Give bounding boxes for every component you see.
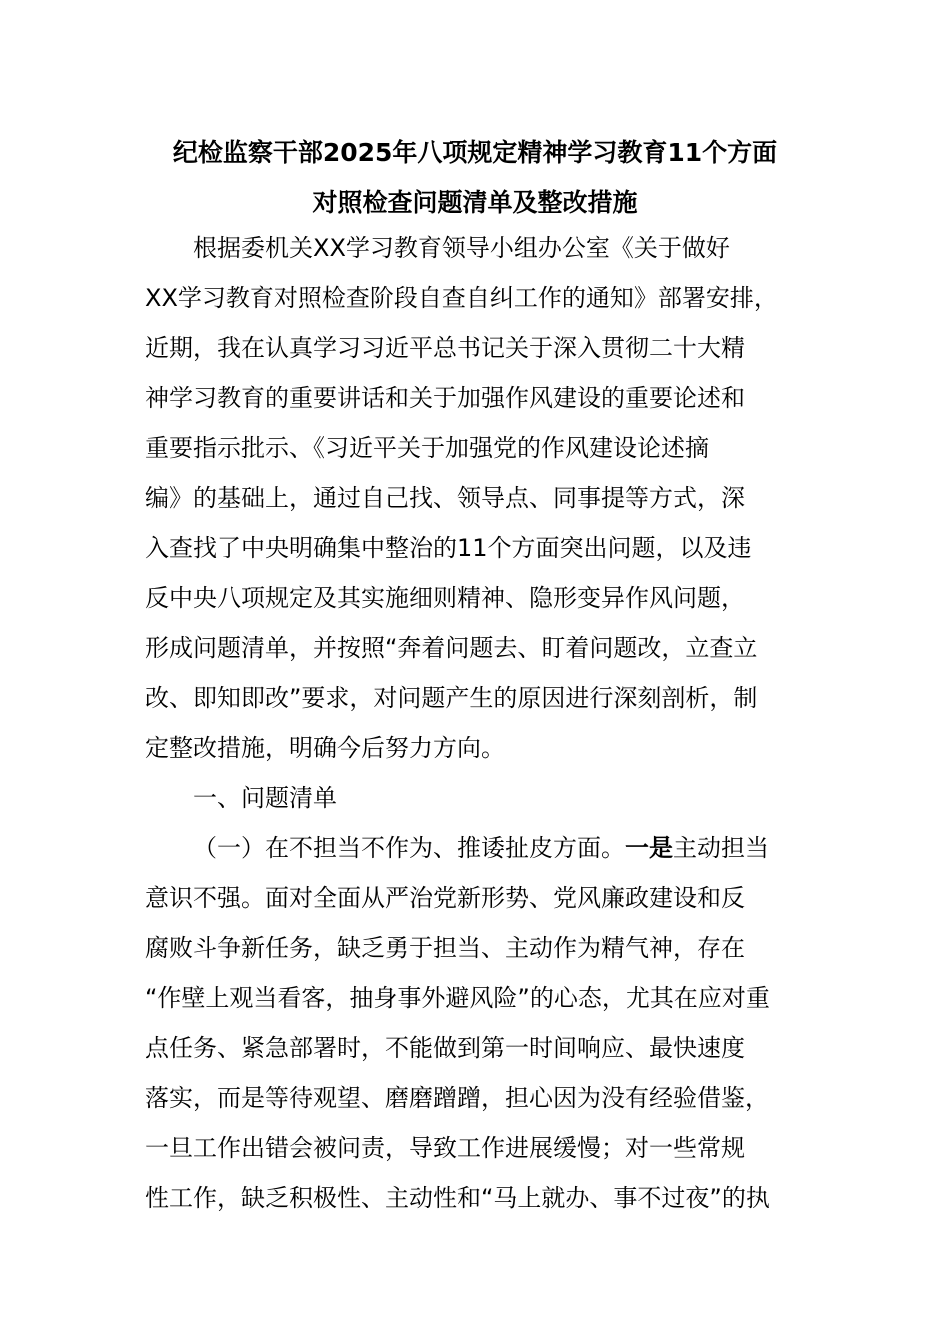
subsection-line: 点任务、紧急部署时，不能做到第一时间响应、最快速度 xyxy=(145,1034,745,1062)
subsection-line: 腐败斗争新任务，缺乏勇于担当、主动作为精气神，存在 xyxy=(145,934,745,962)
document-title-line-2: 对照检查问题清单及整改措施 xyxy=(312,188,638,217)
subsection-line: 一旦工作出错会被问责，导致工作进展缓慢；对一些常规 xyxy=(145,1134,745,1162)
intro-line: 近期，我在认真学习习近平总书记关于深入贯彻二十大精 xyxy=(145,334,745,362)
section-heading: 一、问题清单 xyxy=(193,784,337,812)
intro-line: 定整改措施，明确今后努力方向。 xyxy=(145,734,505,762)
intro-line: 根据委机关XX学习教育领导小组办公室《关于做好 xyxy=(193,234,730,262)
subsection-bold-marker: 一是 xyxy=(625,834,673,862)
subsection-line: 意识不强。面对全面从严治党新形势、党风廉政建设和反 xyxy=(145,884,745,912)
intro-line: XX学习教育对照检查阶段自查自纠工作的通知》部署安排， xyxy=(145,284,778,312)
intro-line: 编》的基础上，通过自己找、领导点、同事提等方式，深 xyxy=(145,484,745,512)
intro-line: 反中央八项规定及其实施细则精神、隐形变异作风问题， xyxy=(145,584,745,612)
subsection-prefix: （一）在不担当不作为、推诿扯皮方面。 xyxy=(193,834,625,862)
subsection-first-line xyxy=(193,832,769,864)
subsection-line: 性工作，缺乏积极性、主动性和“马上就办、事不过夜”的执 xyxy=(145,1184,770,1212)
intro-line: 改、即知即改”要求，对问题产生的原因进行深刻剖析，制 xyxy=(145,684,758,712)
intro-line: 重要指示批示、《习近平关于加强党的作风建设论述摘 xyxy=(145,434,709,462)
intro-line: 入查找了中央明确集中整治的11个方面突出问题，以及违 xyxy=(145,534,752,562)
document-title-line-1: 纪检监察干部2025年八项规定精神学习教育11个方面 xyxy=(172,138,778,167)
intro-line: 形成问题清单，并按照“奔着问题去、盯着问题改，立查立 xyxy=(145,634,758,662)
subsection-suffix: 主动担当 xyxy=(673,834,769,862)
subsection-line: 落实，而是等待观望、磨磨蹭蹭，担心因为没有经验借鉴， xyxy=(145,1084,769,1112)
intro-line: 神学习教育的重要讲话和关于加强作风建设的重要论述和 xyxy=(145,384,745,412)
subsection-line: “作壁上观当看客，抽身事外避风险”的心态，尤其在应对重 xyxy=(145,984,770,1012)
